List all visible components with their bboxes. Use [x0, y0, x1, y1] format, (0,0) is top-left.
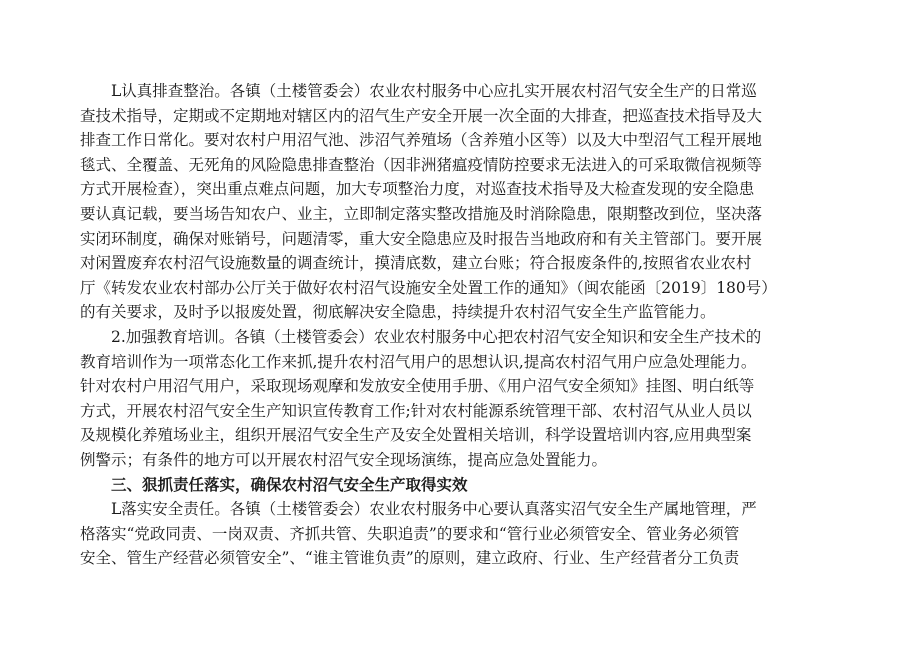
text-line: 查技术指导，定期或不定期地对辖区内的沼气生产安全开展一次全面的大排查，把巡查技术指导及大 [80, 106, 763, 125]
document-page [80, 79, 850, 571]
text-line: 教育培训作为一项常态化工作来抓,提升农村沼气用户的思想认识,提高农村沼气用户应急处理能力。 [80, 352, 757, 371]
text-line: 例警示；有条件的地方可以开展农村沼气安全现场演练，提高应急处置能力。 [80, 450, 608, 469]
text-line: 对闲置废弃农村沼气设施数量的调查统计，摸清底数，建立台账；符合报废条件的,按照省农业农村 [80, 254, 752, 273]
text-line: 实闭环制度，确保对账销号，问题清零，重大安全隐患应及时报告当地政府和有关主管部门。要开展 [80, 229, 763, 248]
text-line: 排查工作日常化。要对农村户用沼气池、涉沼气养殖场（含养殖小区等）以及大中型沼气工程开展地 [80, 131, 763, 150]
text-line: 2.加强教育培训。各镇（土楼管委会）农业农村服务中心把农村沼气安全知识和安全生产技术的 [111, 327, 762, 346]
text-line: L认真排查整治。各镇（土楼管委会）农业农村服务中心应扎实开展农村沼气安全生产的日常巡 [111, 82, 757, 100]
text-line: 要认真记载，要当场告知农户、业主，立即制定落实整改措施及时消除隐患，限期整改到位，坚决落 [80, 204, 763, 223]
text-line: 安全、管生产经营必须管安全”、“谁主管谁负责”的原则，建立政府、行业、生产经营者分工负责 [80, 549, 740, 568]
text-line: 厅《转发农业农村部办公厅关于做好农村沼气设施安全处置工作的通知》（闽农能函〔2019〕180号） [80, 278, 777, 297]
text-line: 毯式、全覆盖、无死角的风险隐患排查整治（因非洲猪瘟疫情防控要求无法进入的可采取微信视频等 [80, 155, 763, 174]
text-line: L落实安全责任。各镇（土楼管委会）农业农村服务中心要认真落实沼气安全生产属地管理，严 [111, 500, 757, 519]
heading-text: 三、狠抓责任落实，确保农村沼气安全生产取得实效 [111, 474, 468, 494]
text-line: 方式，开展农村沼气安全生产知识宣传教育工作;针对农村能源系统管理干部、农村沼气从业人员以 [80, 401, 752, 420]
paragraph-training [80, 325, 850, 473]
paragraph-investigation [80, 79, 850, 325]
text-line: 及规模化养殖场业主，组织开展沼气安全生产及安全处置相关培训，科学设置培训内容,应用典型案 [80, 426, 752, 445]
text-line: 的有关要求，及时予以报废处置，彻底解决安全隐患，持续提升农村沼气安全生产监管能力。 [80, 303, 716, 322]
section-heading [80, 473, 850, 498]
text-line: 格落实“党政同责、一岗双责、齐抓共管、失职追责”的要求和“管行业必须管安全、管业务必须管 [80, 524, 740, 543]
text-line: 针对农村户用沼气用户，采取现场观摩和发放安全使用手册、《用户沼气安全须知》挂图、明白纸等 [80, 377, 755, 396]
paragraph-responsibility [80, 497, 850, 571]
text-line: 方式开展检查），突出重点难点问题，加大专项整治力度，对巡查技术指导及大检查发现的安全隐患 [80, 180, 755, 199]
